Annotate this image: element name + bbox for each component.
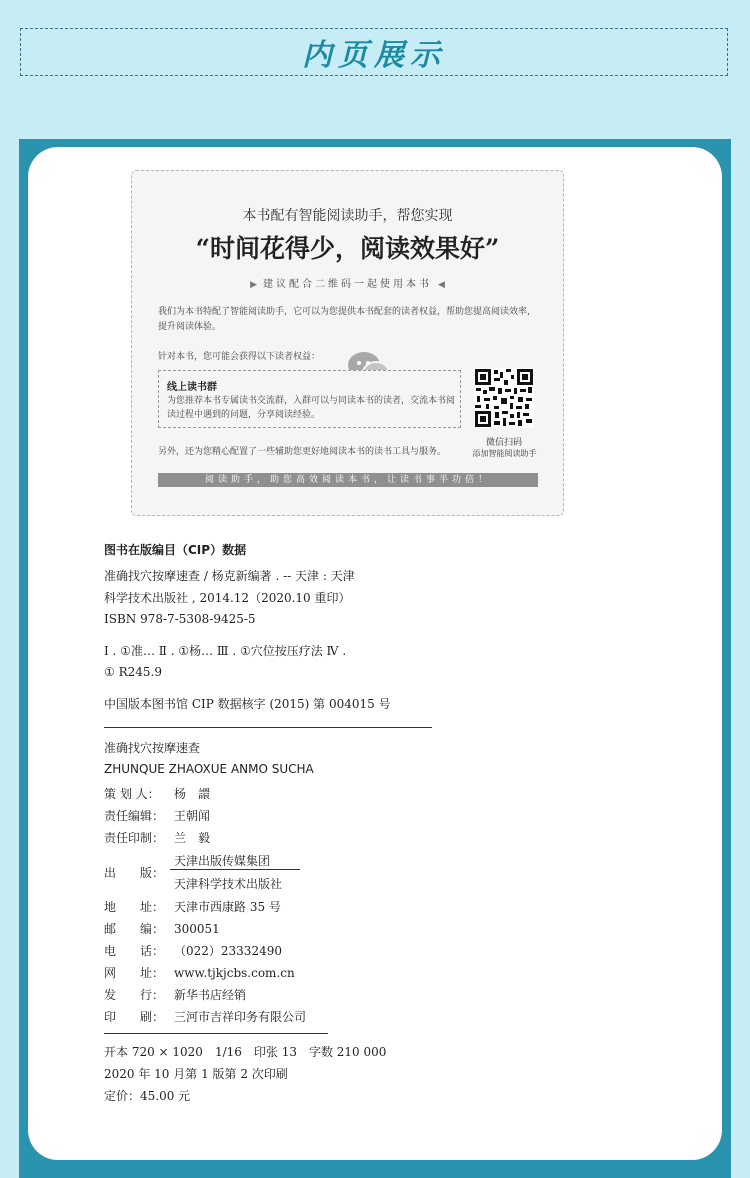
- row-label: 印 刷：: [104, 1010, 165, 1024]
- colophon-row-distribution: [104, 986, 246, 1003]
- qr-caption-add: 添加智能阅读助手: [472, 449, 537, 458]
- group-title: 线上读书群: [167, 382, 217, 393]
- cip-line-3: Ⅰ . ①准… Ⅱ . ①杨… Ⅲ . ①穴位按压疗法 Ⅳ .: [104, 644, 347, 658]
- row-value: 300051: [174, 922, 220, 936]
- colophon-row-printing: [104, 829, 210, 846]
- row-label: 责任编辑：: [104, 809, 165, 823]
- row-value: 天津市西康路 35 号: [174, 900, 281, 914]
- card-intro: 本书配有智能阅读助手，帮您实现: [242, 208, 453, 224]
- cip-line-5: 中国版本图书馆 CIP 数据核字 (2015) 第 004015 号: [104, 697, 391, 711]
- row-value: 新华书店经销: [174, 988, 247, 1002]
- colophon-row-printer: [104, 1008, 306, 1025]
- row-label: 网 址：: [104, 966, 165, 980]
- publisher-group: 天津出版传媒集团: [174, 854, 271, 868]
- card-paragraph-1: 我们为本书特配了智能阅读助手，它可以为您提供本书配套的读者权益，帮助您提高阅读效率，提升阅读体验。: [158, 307, 537, 332]
- cip-line-2: 科学技术出版社 , 2014.12（2020.10 重印）: [104, 591, 351, 605]
- book-specs: 开本 720 × 1020 1/16 印张 13 字数 210 000: [104, 1045, 387, 1059]
- row-label: 策 划 人：: [104, 787, 160, 801]
- publisher-press: 天津科学技术出版社: [174, 877, 283, 891]
- cip-isbn: ISBN 978-7-5308-9425-5: [104, 612, 256, 626]
- website-link[interactable]: www.tjkjcbs.com.cn: [174, 966, 295, 980]
- card-subtitle-text: 建议配合二维码一起使用本书: [263, 279, 432, 290]
- row-value: （022）23332490: [174, 944, 282, 958]
- card-paragraph-2: 针对本书，您可能会获得以下读者权益：: [158, 352, 321, 362]
- group-description: 为您推荐本书专属读书交流群，入群可以与同读本书的读者，交流本书阅读过程中遇到的问题，分享阅读经验。: [167, 396, 456, 420]
- card-slogan: “时间花得少，阅读效果好”: [195, 234, 500, 263]
- colophon-row-planner: [104, 785, 210, 802]
- card-subtitle: [132, 275, 563, 290]
- publisher-label: 出 版：: [104, 866, 165, 880]
- row-value: 王朝闻: [174, 809, 211, 823]
- qr-caption-scan: 微信扫码: [485, 438, 522, 448]
- divider-bottom: [104, 1033, 328, 1034]
- publisher-divider: [170, 869, 300, 870]
- colophon-row-postcode: [104, 920, 220, 937]
- row-value: 杨 譞: [174, 787, 211, 801]
- colophon-row-phone: [104, 942, 282, 959]
- book-price: 定价：45.00 元: [104, 1089, 191, 1103]
- reader-group-box: [158, 370, 461, 428]
- row-label: 电 话：: [104, 944, 165, 958]
- header-title: 内页展示: [302, 38, 446, 73]
- triangle-right-icon: ▶: [250, 280, 257, 290]
- row-value: 三河市吉祥印务有限公司: [174, 1010, 307, 1024]
- card-paragraph-3: 另外，还为您精心配置了一些辅助您更好地阅读本书的读书工具与服务。: [158, 447, 447, 457]
- triangle-left-icon: ◀: [438, 280, 445, 290]
- divider-top: [104, 727, 432, 728]
- colophon-row-address: [104, 898, 281, 915]
- book-title-cn: 准确找穴按摩速查: [104, 741, 201, 755]
- book-edition: 2020 年 10 月第 1 版第 2 次印刷: [104, 1067, 288, 1081]
- row-label: 地 址：: [104, 900, 165, 914]
- row-label: 责任印制：: [104, 831, 165, 845]
- row-value: 兰 毅: [174, 831, 211, 845]
- cip-line-4: ① R245.9: [104, 665, 162, 679]
- qr-code[interactable]: [474, 368, 534, 428]
- row-label: 发 行：: [104, 988, 165, 1002]
- cip-heading: 图书在版编目（CIP）数据: [104, 543, 247, 557]
- cip-line-1: 准确找穴按摩速查 / 杨克新编著 . -- 天津 : 天津: [104, 569, 355, 583]
- colophon-row-editor: [104, 807, 210, 824]
- colophon-row-website: [104, 964, 295, 981]
- book-title-pinyin: ZHUNQUE ZHAOXUE ANMO SUCHA: [104, 762, 314, 776]
- header-banner: [20, 28, 728, 76]
- card-footer-bar: 阅读助手，助您高效阅读本书，让读书事半功倍！: [158, 473, 538, 487]
- reading-assistant-card: [131, 170, 564, 516]
- row-label: 邮 编：: [104, 922, 165, 936]
